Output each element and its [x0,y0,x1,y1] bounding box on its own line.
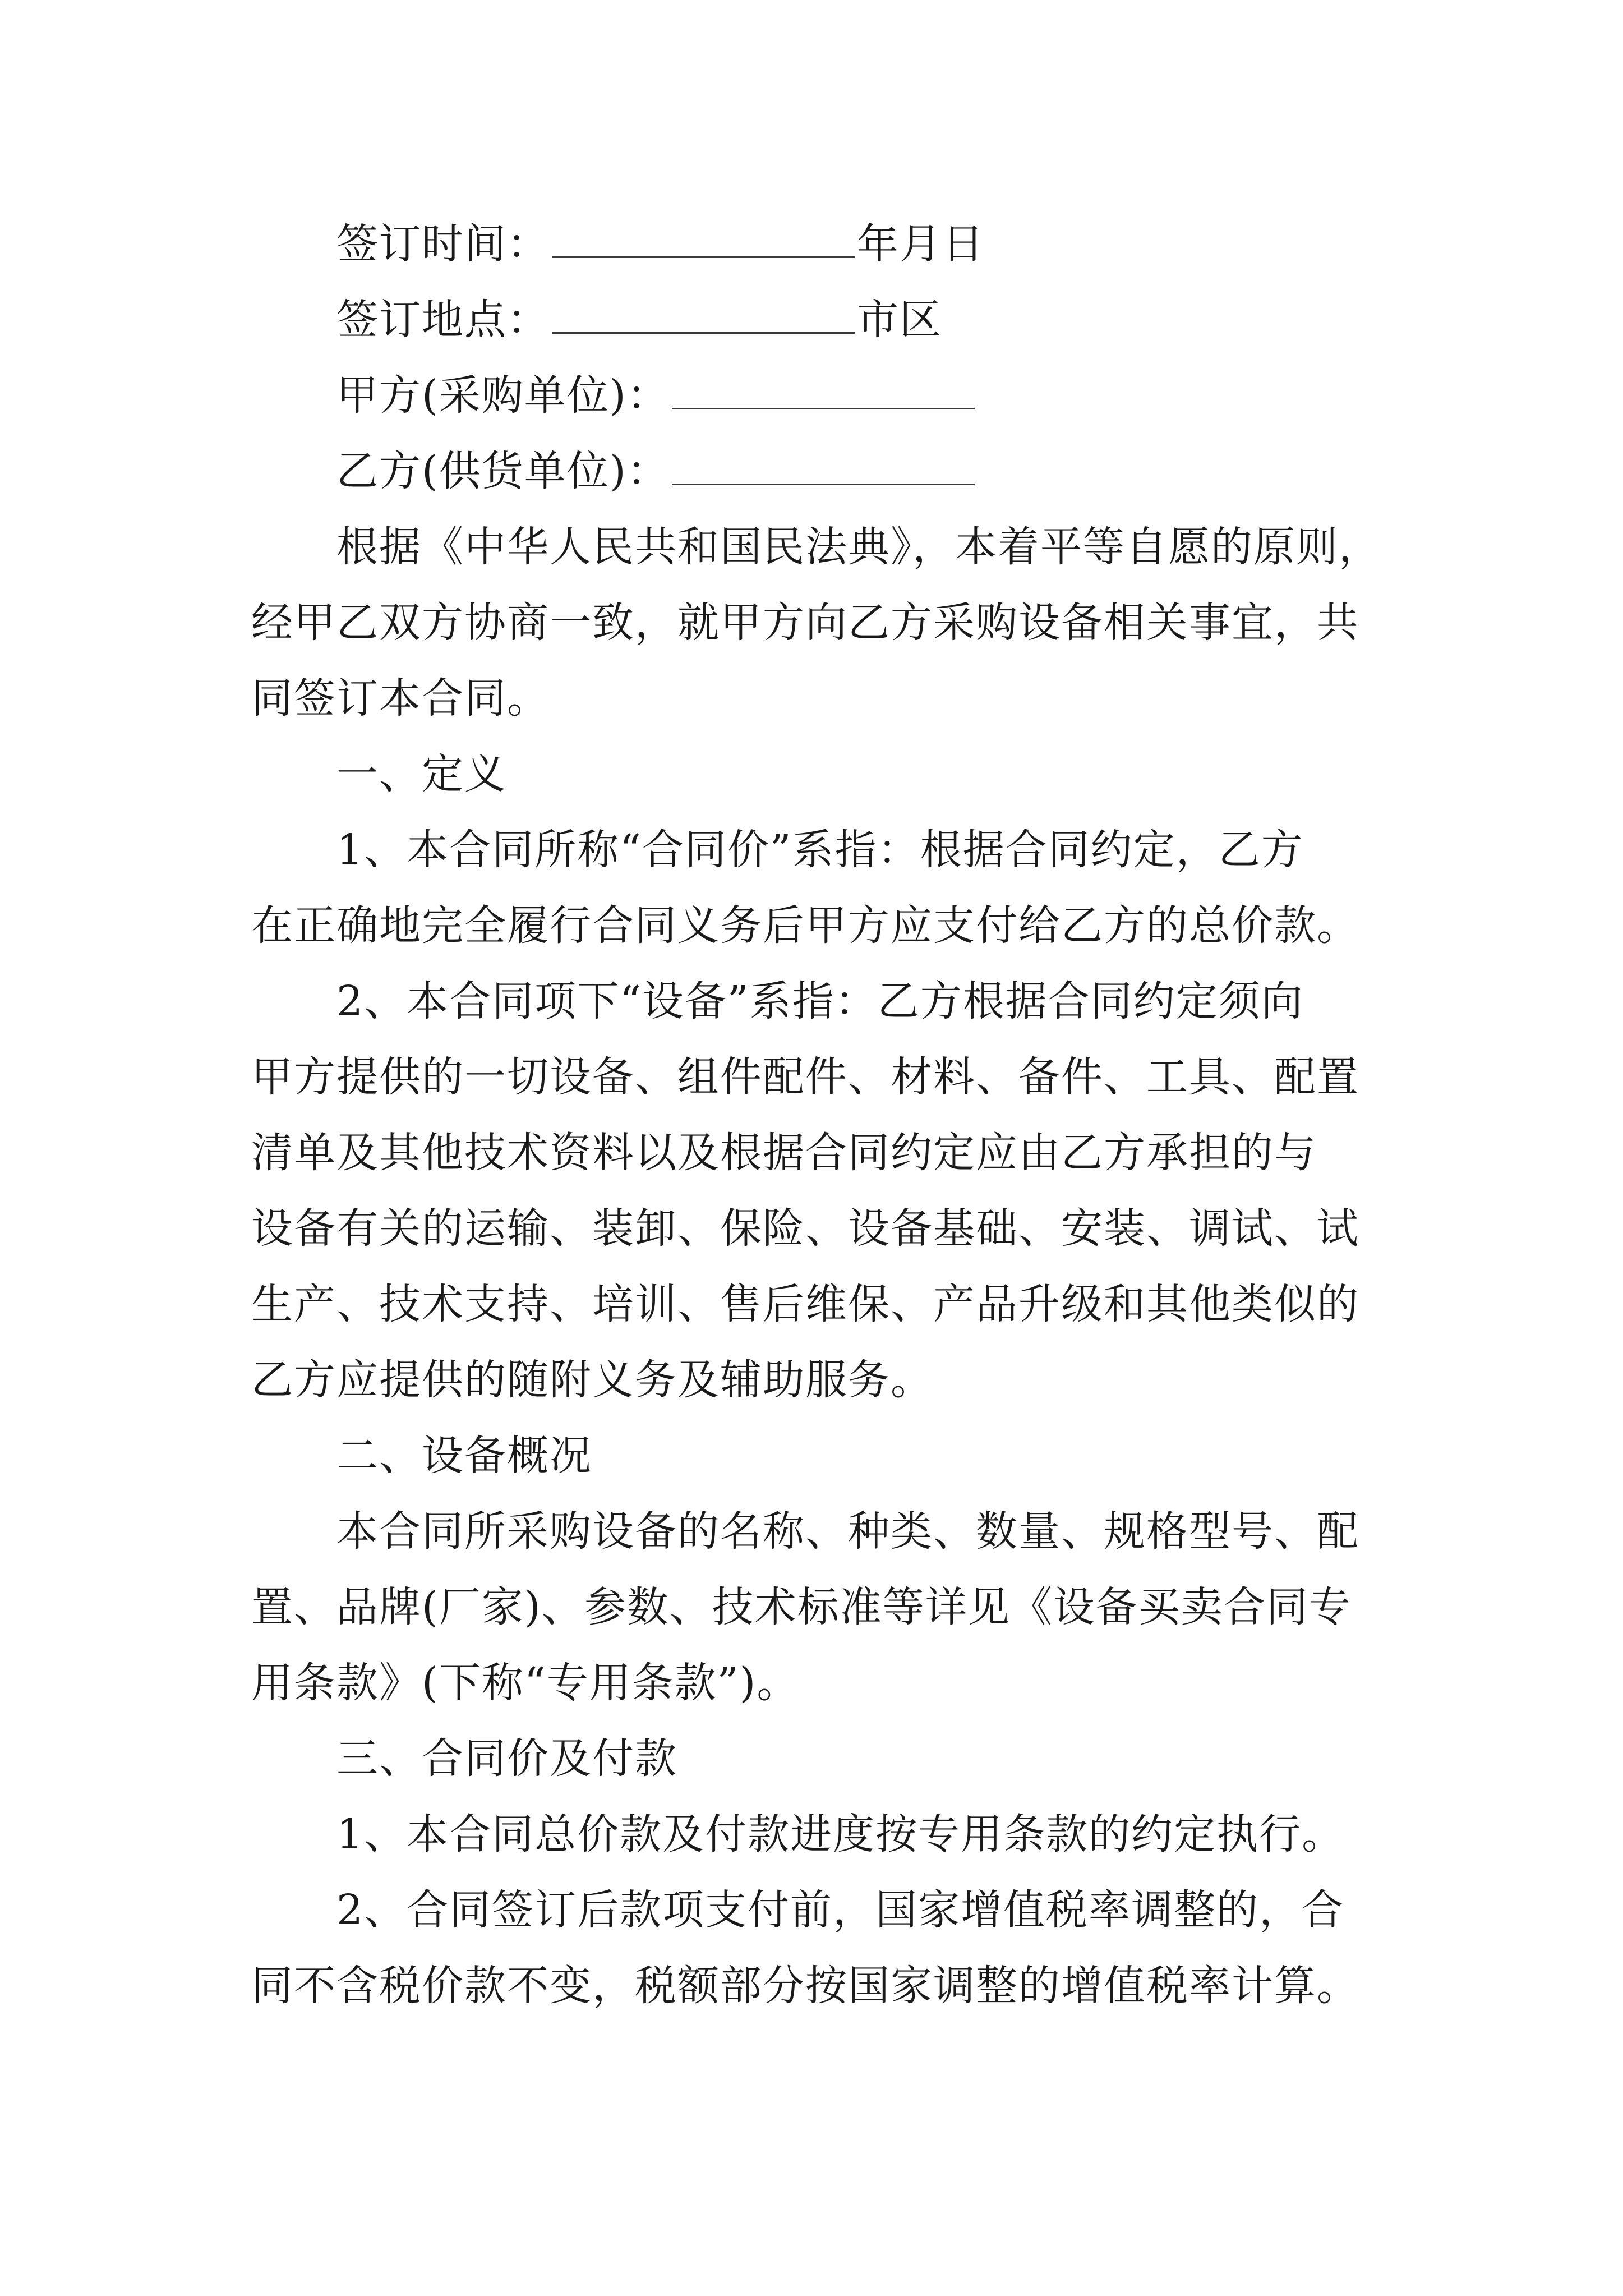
party-b-label: 乙方(供货单位)： [336,447,670,495]
paragraph-line: 同签订本合同。 [251,674,550,723]
paragraph-line: 根据《中华人民共和国民法典》，本着平等自愿的原则， [336,523,1381,571]
paragraph-line: 甲方提供的一切设备、组件配件、材料、备件、工具、配置 [251,1053,1359,1101]
paragraph-line: 生产、技术支持、培训、售后维保、产品升级和其他类似的 [251,1280,1359,1328]
paragraph-line: 在正确地完全履行合同义务后甲方应支付给乙方的总价款。 [251,901,1359,950]
paragraph-line: 1、本合同总价款及付款进度按专用条款的约定执行。 [336,1810,1345,1858]
sign-time-label: 签订时间： [336,220,550,268]
paragraph-line: 置、品牌(厂家)、参数、技术标准等详见《设备买卖合同专 [251,1583,1352,1631]
party-a-label: 甲方(采购单位)： [336,371,670,420]
party-a-blank [672,369,975,409]
paragraph-line: 2、合同签订后款项支付前，国家增值税率调整的，合 [336,1886,1345,1934]
paragraph-line: 经甲乙双方协商一致，就甲方向乙方采购设备相关事宜，共 [251,599,1359,647]
paragraph-line: 1、本合同所称“合同价”系指：根据合同约定，乙方 [336,826,1304,874]
sign-place-suffix: 市区 [857,296,942,344]
sign-time-row [336,216,1402,272]
sign-place-blank [552,293,855,334]
sign-time-blank [552,217,855,258]
party-b-blank [672,444,975,485]
paragraph-line: 设备有关的运输、装卸、保险、设备基础、安装、调试、试 [251,1204,1359,1253]
paragraph-line: 同不含税价款不变，税额部分按国家调整的增值税率计算。 [251,1962,1359,2010]
sign-place-row [336,292,1402,348]
paragraph-line: 本合同所采购设备的名称、种类、数量、规格型号、配 [336,1507,1359,1556]
paragraph-line: 清单及其他技术资料以及根据合同约定应由乙方承担的与 [251,1129,1317,1177]
section-heading: 三、合同价及付款 [336,1734,677,1783]
party-b-row [336,443,1402,499]
section-heading: 二、设备概况 [336,1432,592,1480]
section-heading: 一、定义 [336,750,507,798]
sign-place-label: 签订地点： [336,296,550,344]
sign-time-suffix: 年月日 [857,220,985,268]
party-a-row [336,367,1402,424]
paragraph-line: 乙方应提供的随附义务及辅助服务。 [251,1356,933,1404]
paragraph-line: 用条款》(下称“专用条款”)。 [251,1659,800,1707]
paragraph-line: 2、本合同项下“设备”系指：乙方根据合同约定须向 [336,977,1304,1025]
